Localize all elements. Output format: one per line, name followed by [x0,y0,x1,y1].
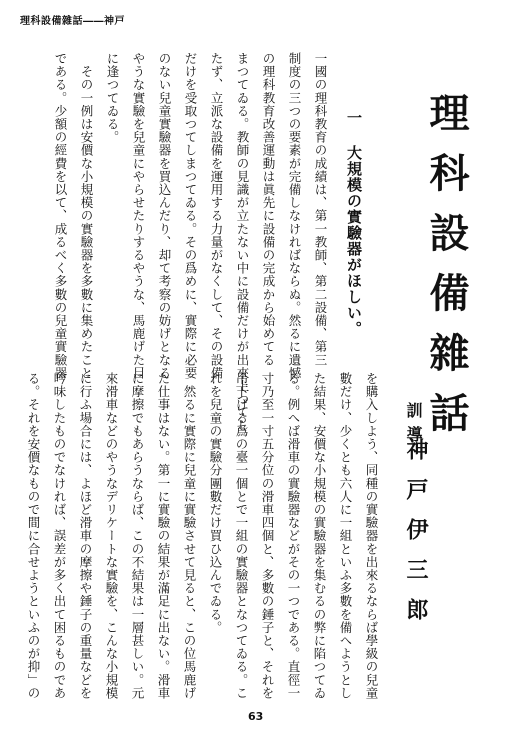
body-line: やうな實驗を兒童にやらせたりするやうな、馬鹿げた目 [131,52,146,380]
page-number: 63 [248,710,264,723]
author-name: 神戸伊三郎 [403,438,428,638]
body-line: る。例へば滑車の實驗器などがその一つである。直徑一 [286,372,301,700]
author-title: 訓導 [404,402,423,450]
article-title: 理科設備雜話 [423,92,469,452]
body-line: に逢つてゐる。 [105,52,120,144]
body-line: まつてゐる。教師の見識が立たない中に設備だけが出來上つてし [235,52,250,432]
body-line: その一例は安價な小規模の實驗器を多數に集めたこと [79,52,94,380]
body-line: 數だけ、少くとも六人に一組といふ多數を備へようとし [338,372,353,700]
body-line: 然るに實際に兒童に實驗させて見ると、この位馬鹿げ [182,372,197,700]
body-line: 吟味したものでなければ、誤差が多く出て困るものであ [52,372,67,700]
body-line: た仕事はない。第一に實驗の結果が滿足に出ない。滑車 [156,372,171,700]
body-line: れを兒童の實驗分團數だけ買ひ込んでゐる。 [208,372,223,634]
body-line: たず、立派な設備を運用する力量がなくして、その設備 [209,52,224,380]
running-header: 理科設備雜話――神戸 [20,16,125,27]
body-line: た結果、安價な小規模の實驗器を集むるの弊に陷つてゐ [312,372,327,700]
body-line: 吊下げる爲の臺一個とで一組の實驗器となつてゐる。こ [234,372,249,700]
body-line: る。それを安價なもので間に合せようといふのが抑」の [26,372,41,700]
section-heading: 一 大規模の實驗器がほしい。 [345,110,363,337]
body-line: を購入しよう、同種の實驗器を出來るならば學級の兒童 [364,372,379,700]
body-line: に摩擦でもあらうならば、この不結果は一層甚しい。元 [130,372,145,700]
body-line: だけを受取つてしまつてゐる。その爲めに、實際に必要 [183,52,198,380]
body-line: 寸乃至一寸五分位の滑車四個と、多數の錘子と、それを [260,372,275,700]
body-line: に行ふ場合には、よほど滑車の摩擦や錘子の重量などを [78,372,93,700]
body-line: 來滑車などのやうなデリケートな實驗を、こんな小規模 [104,372,119,700]
body-line: 一國の理科教育の成績は、第一教師、第二設備、第三 [313,52,328,367]
body-line: である。少額の經費を以て、成るべく多數の兒童實驗器 [53,52,68,380]
body-line: の理科教育改善運動は眞先に設備の完成から始めてる [261,52,276,367]
body-line: のない兒童實驗器を買込んだり、却て考察の妨げとなる [157,52,172,380]
body-line: 制度の三つの要素が完備しなければならぬ。然るに遺憾 [287,52,302,380]
